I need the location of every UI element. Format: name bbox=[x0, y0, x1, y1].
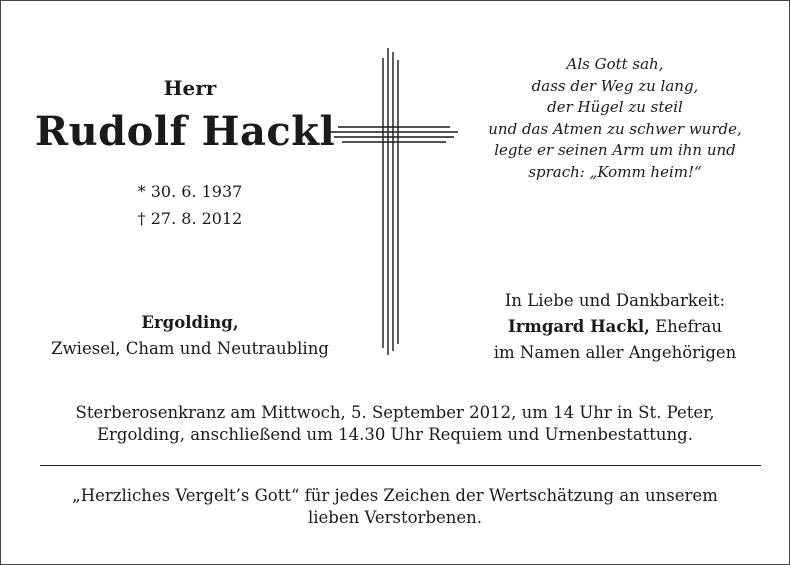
mourner-relation: Ehefrau bbox=[649, 317, 722, 336]
mourners-block bbox=[470, 288, 760, 366]
ceremony-line: Ergolding, anschließend um 14.30 Uhr Requiem und Urnenbestattung. bbox=[97, 425, 693, 444]
mourner-others: im Namen aller Angehörigen bbox=[493, 343, 737, 362]
poem-line: Als Gott sah, bbox=[566, 55, 664, 73]
latin-cross-icon bbox=[330, 48, 470, 358]
thank-you-line: lieben Verstorbenen. bbox=[307, 508, 483, 527]
ceremony-details bbox=[40, 402, 750, 446]
ceremony-line: Sterberosenkranz am Mittwoch, 5. September 2012, um 14 Uhr in St. Peter, bbox=[75, 403, 715, 422]
birth-date: * 30. 6. 1937 bbox=[137, 182, 243, 201]
poem-line: und das Atmen zu schwer wurde, bbox=[488, 119, 742, 138]
thank-you-line: „Herzliches Vergelt’s Gott“ für jedes Zeichen der Wertschätzung an unserem bbox=[72, 486, 718, 505]
poem-line: legte er seinen Arm um ihn und bbox=[494, 141, 736, 159]
poem-line: der Hügel zu steil bbox=[547, 98, 683, 116]
mourner-name: Irmgard Hackl, bbox=[508, 317, 650, 336]
divider bbox=[40, 465, 761, 466]
thanks-intro: In Liebe und Dankbarkeit: bbox=[504, 291, 726, 310]
mourner-line bbox=[470, 314, 760, 340]
death-date: † 27. 8. 2012 bbox=[137, 209, 243, 228]
salutation: Herr bbox=[163, 76, 217, 100]
deceased-name: Rudolf Hackl bbox=[34, 108, 336, 155]
place-primary: Ergolding, bbox=[141, 313, 239, 332]
thank-you-note bbox=[40, 485, 750, 529]
poem bbox=[455, 54, 775, 183]
poem-line: dass der Weg zu lang, bbox=[531, 76, 699, 95]
poem-line: sprach: „Komm heim!“ bbox=[528, 162, 702, 181]
dates-block bbox=[90, 178, 290, 232]
place-secondary: Zwiesel, Cham und Neutraubling bbox=[51, 339, 329, 358]
